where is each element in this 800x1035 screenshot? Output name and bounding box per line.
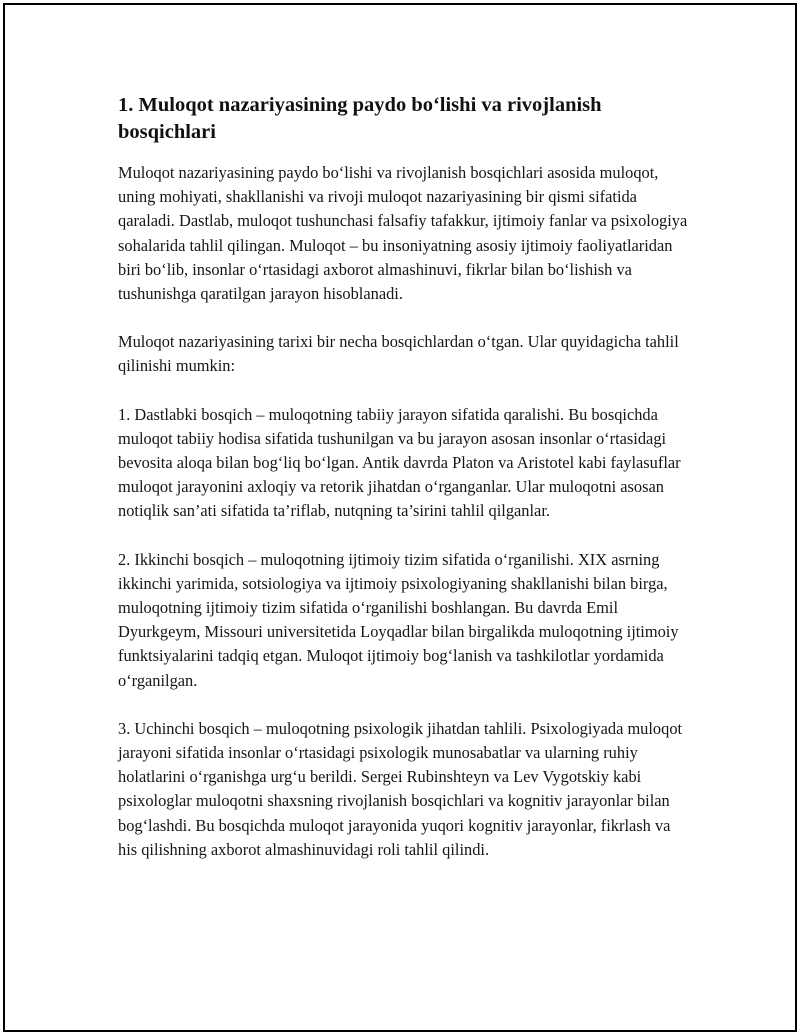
section-heading: 1. Muloqot nazariyasining paydo bo‘lishi va rivojlanish bosqichlari [118, 94, 602, 143]
paragraph-stage-3: 3. Uchinchi bosqich – muloqotning psixologik jihatdan tahlili. Psixologiyada muloqot jarayoni sifatida insonlar o‘rtasidagi psixologik munosabatlar va ularning ruhiy holatlarini o‘rganishga urg‘u berildi. Sergei Rubinshteyn va Lev Vygotskiy kabi psixologlar muloqotni shaxsning rivojlanish bosqichlari va kognitiv jarayonlar bilan bog‘lashdi. Bu bosqichda muloqot jarayonida yuqori kognitiv jarayonlar, fikrlash va his qilishning axborot almashinuvidagi roli tahlil qilindi. [118, 718, 683, 859]
paragraph-stage-1: 1. Dastlabki bosqich – muloqotning tabiiy jarayon sifatida qaralishi. Bu bosqichda muloqot tabiiy hodisa sifatida tushunilgan va bu jarayon asosan insonlar o‘rtasidagi bevosita aloqa bilan bog‘liq bo‘lgan. Antik davrda Platon va Aristotel kabi faylasuflar muloqot jarayonini axloqiy va retorik jihatdan o‘rganganlar. Ular muloqotni asosan notiqlik san’ati sifatida ta’riflab, nutqning ta’sirini tahlil qilganlar. [118, 404, 681, 521]
document-body [118, 92, 688, 886]
paragraph-stage-2: 2. Ikkinchi bosqich – muloqotning ijtimoiy tizim sifatida o‘rganilishi. XIX asrning ikkinchi yarimida, sotsiologiya va ijtimoiy psixologiyaning shakllanishi bilan birga, muloqotning ijtimoiy tizim sifatida o‘rganilishi boshlangan. Bu davrda Emil Dyurkgeym, Missouri universitetida Loyqadlar bilan birgalikda muloqotning ijtimoiy funktsiyalarini tadqiq etgan. Muloqot ijtimoiy bog‘lanish va tashkilotlar yordamida o‘rganilgan. [118, 549, 679, 690]
paragraph-history: Muloqot nazariyasining tarixi bir necha bosqichlardan o‘tgan. Ular quyidagicha tahlil qilinishi mumkin: [118, 332, 679, 376]
paragraph-intro: Muloqot nazariyasining paydo bo‘lishi va rivojlanish bosqichlari asosida muloqot, uning mohiyati, shakllanishi va rivoji muloqot nazariyasining bir qismi sifatida qaraladi. Dastlab, muloqot tushunchasi falsafiy tafakkur, ijtimoiy fanlar va psixologiya sohalarida tahlil qilingan. Muloqot – bu insoniyatning asosiy ijtimoiy faoliyatlaridan biri bo‘lib, insonlar o‘rtasidagi axborot almashinuvi, fikrlar bilan bo‘lishish va tushunishga qaratilgan jarayon hisoblanadi. [118, 163, 688, 304]
